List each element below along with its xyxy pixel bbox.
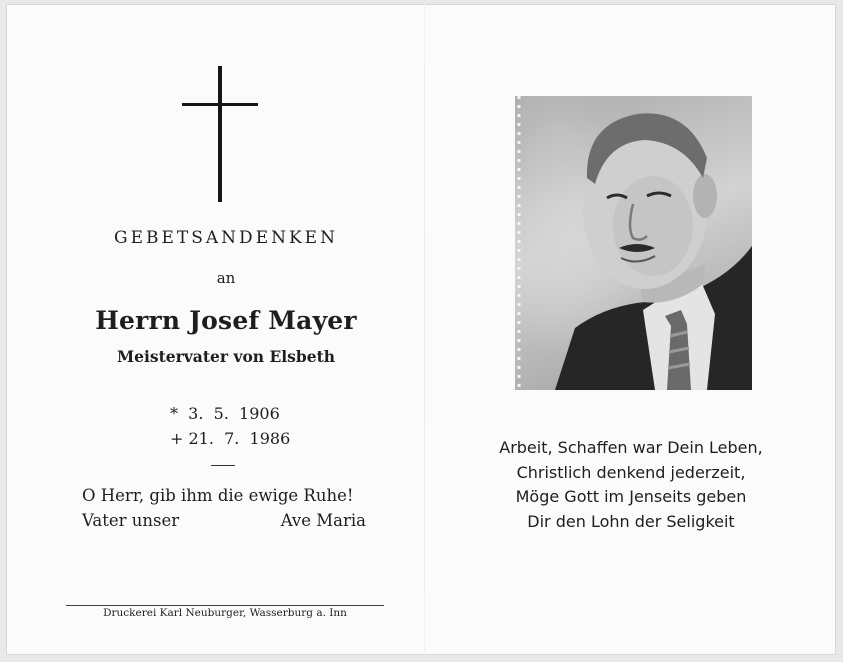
poem-line-2: Christlich denkend jederzeit,	[516, 462, 746, 482]
printer-credit: Druckerei Karl Neuburger, Wasserburg a. Inn	[103, 607, 347, 619]
portrait-photo	[515, 96, 752, 390]
poem	[446, 436, 816, 534]
footer-divider	[66, 605, 384, 606]
dedication-word: an	[216, 269, 236, 287]
prayer-vater-unser: Vater unser	[82, 511, 180, 530]
deceased-subtitle: Meistervater von Elsbeth	[116, 347, 336, 366]
prayer-ave-maria: Ave Maria	[280, 511, 366, 530]
poem-line-1: Arbeit, Schaffen war Dein Leben,	[499, 438, 763, 457]
card-fold	[424, 4, 425, 655]
heading: GEBETSANDENKEN	[114, 228, 338, 248]
birth-date: * 3. 5. 1906	[170, 404, 280, 423]
cross-icon	[182, 66, 258, 202]
prayer-line: O Herr, gib ihm die ewige Ruhe!	[82, 486, 354, 505]
death-date: + 21. 7. 1986	[170, 429, 291, 448]
poem-line-3: Möge Gott im Jenseits geben	[515, 487, 747, 506]
portrait-illustration	[515, 96, 752, 390]
memorial-card	[6, 4, 836, 655]
divider	[211, 465, 235, 466]
life-dates	[170, 401, 290, 451]
deceased-name: Herrn Josef Mayer	[95, 306, 357, 335]
poem-line-4: Dir den Lohn der Seligkeit	[527, 511, 735, 531]
